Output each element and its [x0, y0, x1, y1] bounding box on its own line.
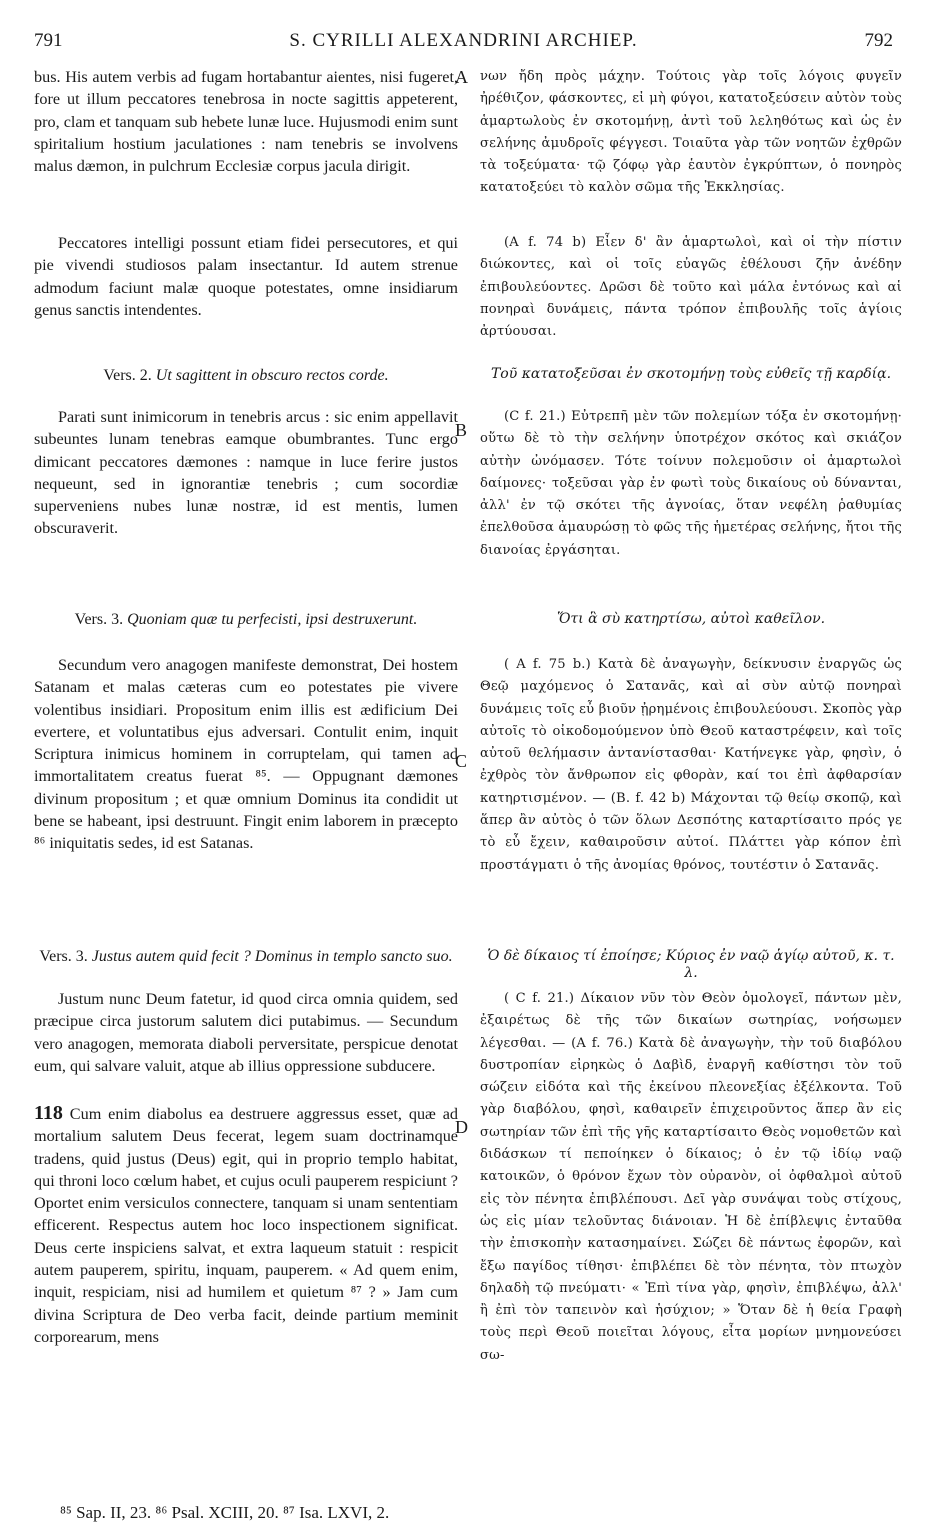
- greek-paragraph: [480, 232, 902, 343]
- verse-label: Vers. 2.: [103, 367, 152, 384]
- greek-text: ( A f. 75 b.) Κατὰ δὲ ἀναγωγὴν, δείκνυσιν ἐναργῶς ὡς Θεῷ μαχόμενος ὁ Σατανᾶς, καὶ αἱ σὺν αὐτῷ πονηραὶ δυνάμεις τοῖς εὖ βιοῦν ᾐρημένοις ἐπιβουλεύουσι. Σκοπὸς γὰρ αὐτοῖς τὸ οἰκοδομούμενον ὑπὸ Θεοῦ καταστρέφειν, καὶ τοῖς αὐτοῦ θελήμασιν ἀντανίστασθαι· Κατήνεγκε γὰρ, φησὶν, ὁ ἐχθρὸς τὸν ἄνθρωπον εἰς φθορὰν, καί τοι ἐπὶ ἀφθαρσίαν κατηρτισμένον. — (B. f. 42 b) Μάχονται τῷ θείῳ σκοπῷ, καὶ ἅπερ ἂν αὐτὸς ὁ τῶν ὅλων Δεσπότης καταρτίσαιτο πρός γε τὸ εὖ ἔχειν, καθαιροῦσιν αὐτοί. Πλάττει γὰρ κόπον ἐπὶ προστάγματι ὁ τῆς ἀνομίας θρόνος, τουτέστιν ὁ Σατανᾶς.: [480, 657, 902, 873]
- page-number-right: 792: [864, 30, 893, 51]
- verse-text: Τοῦ κατατοξεῦσαι ἐν σκοτομήνῃ τοὺς εὐθεῖς τῇ καρδίᾳ.: [490, 366, 892, 382]
- greek-text: νων ἤδη πρὸς μάχην. Τούτοις γὰρ τοῖς λόγοις φυγεῖν ἠρέθιζον, φάσκοντες, εἰ μὴ φύγοι, κατατοξεύσειν αὐτὸν τοὺς ἁμαρτωλοὺς ἐν σκοτομήνῃ, ἀντὶ τοῦ λεληθότως καὶ ὡς ἐν σελήνης ἀμυδροῖς φέγγεσι. Τοιαῦτα γὰρ τῶν νοητῶν ἐχθρῶν τὰ τοξεύματα· τῷ ζόφῳ γὰρ ἑαυτὸν ἐγκρύπτων, ὁ πονηρὸς κατατοξεύει τὸ καλὸν σῶμα τῆς Ἐκκλησίας.: [480, 69, 902, 196]
- latin-paragraph: [34, 406, 458, 540]
- latin-text: Justum nunc Deum fatetur, id quod circa omnia quidem, sed præcipue circa justorum salutem dici putabimus. — Secundum vero anagogen, memorata diaboli perversitate, perspicue denotat eum, qui salvare valuit, atque ab illius oppressione subducere.: [34, 990, 458, 1075]
- greek-text: ( C f. 21.) Δίκαιον νῦν τὸν Θεὸν ὁμολογεῖ, πάντων μὲν, ἐξαιρέτως δὲ τῆς τῶν δικαίων σωτηρίας, νοήσωμεν λέγεσθαι. — (A f. 76.) Κατὰ δὲ ἀναγωγὴν, τὴν τοῦ διαβόλου δυστροπίαν εἰρηκὼς ὁ Δαβὶδ, ἐναργῆ καθίστησι τὸν τοῦ σώζειν εἰδότα καὶ τῆς ἐκείνου πλεονεξίας ἐξέλκοντα. Τοῦ γὰρ διαβόλου, φησὶ, καθαιρεῖν ἐπιχειροῦντος ἅπερ ἂν εἰς σωτηρίαν τῶν ἐπὶ τῆς γῆς καταρτίσαιτο Θεὸς νομοθετῶν καὶ διδάσκων τί πεποίηκεν ὁ δίκαιος; ὁ ἐν τῷ ἰδίῳ ναῷ κατοικῶν, ὁ θρόνον ἔχων τὸν οὐρανὸν, οἱ ὀφθαλμοὶ αὐτοῦ εἰς τὸν πένητα ἐπιβλέπουσι. Δεῖ γὰρ συνάψαι τοὺς στίχους, ὡς εἰς μίαν τελοῦντας διάνοιαν. Ἡ δὲ ἐπίβλεψις ἐνταῦθα τὴν ἐπισκοπὴν κατασημαίνει. Σώζει δὲ πάντως ἐφορῶν, καὶ ἔξω παγίδος τίθησι· ἐπιβλέπει δὲ τὸν πένητα, τὸν πτωχὸν δηλαδὴ τῷ πνεύματι· « Ἐπὶ τίνα γὰρ, φησὶν, ἐπιβλέψω, ἀλλ' ἢ ἐπὶ τὸν ταπεινὸν καὶ ἡσύχιον; » Ὅταν δὲ ἡ θεία Γραφὴ τοὺς περὶ Θεοῦ ποιεῖται λόγους, εἶτα μορίων μνημονεύσει σω-: [480, 991, 902, 1363]
- page-number-left: 791: [34, 30, 63, 51]
- margin-marker-d: D: [455, 1117, 468, 1137]
- verse-text: Ut sagittent in obscuro rectos corde.: [155, 367, 389, 384]
- verse-text: Ὅτι ἃ σὺ κατηρτίσω, αὐτοὶ καθεῖλον.: [556, 611, 826, 627]
- latin-text: Cum enim diabolus ea destruere aggressus esset, quæ ad mortalium salutem Deus fecerat, legem suam doctrinamque tradens, quid justus (Deus) egit, qui in proprio templo habitat, qui throni loco cœlum habet, et cujus oculi pauperem respiciunt ? Oportet enim versiculos connectere, tanquam si unam sententiam efficerent. Respectus autem hoc loco inspectionem significat. Deus certe inspiciens salvat, et extra laqueum statuit : respicit autem pauperem, spiritu, inquam, pauperem. « Ad quem enim, inquit, respiciam, nisi ad humilem et quietum ⁸⁷ ? » Jam cum divina Scriptura de Deo verba facit, deinde partium meminit corporearum, mens: [34, 1105, 459, 1346]
- verse-label: Vers. 3.: [74, 611, 124, 628]
- margin-marker-a: A: [455, 67, 468, 87]
- greek-paragraph: [480, 654, 902, 877]
- verse-heading: [480, 948, 902, 982]
- latin-paragraph: [34, 1102, 458, 1348]
- verse-text: Justus autem quid fecit ? Dominus in templo sancto suo.: [91, 948, 453, 965]
- verse-text: Ὁ δὲ δίκαιος τί ἐποίησε; Κύριος ἐν ναῷ ἁγίῳ αὐτοῦ, κ. τ. λ.: [487, 948, 895, 981]
- latin-text: Peccatores intelligi possunt etiam fidei persecutores, et qui pie vivendi studiosos palam insectantur. Id autem strenue admodum faciunt malæ quoque potestates, omne insidiarum genus sanctis intendentes.: [34, 234, 458, 319]
- greek-text: (C f. 21.) Εὐτρεπῆ μὲν τῶν πολεμίων τόξα ἐν σκοτομήνῃ· οὕτω δὲ τὸ τὴν σελήνην ὑποτρέχον σκότος καὶ σκιάζον αὐτὴν ὠνόμασεν. Τότε τοίνυν πολεμοῦσιν οἱ ἁμαρτωλοὶ δαίμονες· τοξεῦσαι γὰρ ἐν φωτὶ τοὺς δικαίους οὐ δύνανται, ἀλλ' ἐν τῷ σκότει τῆς ἀγνοίας, ὅταν νεφέλη ῥαθυμίας ἐπελθοῦσα ἀμαυρώσῃ τὸ φῶς τῆς ἡμετέρας σελήνης, ἤτοι τῆς διανοίας ἐργάσηται.: [480, 409, 902, 558]
- latin-paragraph: [34, 654, 458, 855]
- latin-paragraph: [34, 232, 458, 321]
- running-title: S. CYRILLI ALEXANDRINI ARCHIEP.: [289, 30, 638, 51]
- margin-marker-b: B: [455, 420, 468, 440]
- latin-text: Parati sunt inimicorum in tenebris arcus : sic enim appellavit subeuntes lunam tenebras eamque obumbrantes. Tunc ergo dimicant peccatores dæmones : namque in luce ferire justos nequeunt, sed in ignorantiæ tenebris ; cum socordiæ superveniens nubes lunæ nostræ, id est mentis, lumen obscuraverit.: [34, 408, 458, 538]
- latin-text: Secundum vero anagogen manifeste demonstrat, Dei hostem Satanam et malas cæteras cum eo potestates pie vivere volentibus insidiari. Propositum enim illis est ædificium Dei evertere, et voluntatibus ejus adversari. Contulit enim, inquit Scriptura inimicus hominem in corruptelam, qui tamen ad immortalitatem creatus fuerat ⁸⁵. — Oppugnant dæmones divinum propositum ; et quæ omnium Dominus ita condidit ut bene se habeant, ipsi destruunt. Fingit enim laborem in præcepto ⁸⁶ iniquitatis sedes, id est Satanas.: [34, 656, 458, 853]
- margin-marker-c: C: [455, 751, 468, 771]
- greek-paragraph: [480, 66, 902, 200]
- latin-paragraph: [34, 66, 458, 177]
- greek-paragraph: [480, 988, 902, 1367]
- verse-heading: [480, 611, 902, 628]
- page-header: [0, 30, 927, 54]
- verse-heading: [34, 367, 458, 384]
- verse-heading: [480, 366, 902, 383]
- greek-text: (A f. 74 b) Εἶεν δ' ἂν ἁμαρτωλοὶ, καὶ οἱ τὴν πίστιν διώκοντες, καὶ οἱ τοῖς εὐαγῶς ἐθέλουσι ζῆν ἀνέδην ἐπιβουλεύοντες. Δρῶσι δὲ τοῦτο καὶ μάλα ἐντόνως καὶ αἱ πονηραὶ δυνάμεις, πάντα τρόπον ἐπιβουλῆς τοῖς ἁγίοις ἀρτύουσαι.: [480, 235, 902, 340]
- greek-paragraph: [480, 406, 902, 562]
- section-number: 118: [34, 1102, 63, 1124]
- latin-text: bus. His autem verbis ad fugam hortabantur aientes, nisi fugeret, fore ut illum peccatores tenebrosa in nocte sagittis appeterent, pro, clam et tanquam sub hebete lunæ luce. Hujusmodi enim sunt spiritalium hostium jaculationes : nam tenebris se involvens malus dæmon, in pulchrum Ecclesiæ corpus jacula dirigit.: [34, 68, 458, 176]
- verse-heading: [34, 948, 458, 965]
- verse-text: Quoniam quæ tu perfecisti, ipsi destruxerunt.: [127, 611, 418, 628]
- latin-paragraph: [34, 988, 458, 1077]
- verse-label: Vers. 3.: [39, 948, 88, 965]
- verse-heading: [34, 611, 458, 628]
- footnotes: ⁸⁵ Sap. II, 23. ⁸⁶ Psal. XCIII, 20. ⁸⁷ Isa. LXVI, 2.: [60, 1503, 390, 1522]
